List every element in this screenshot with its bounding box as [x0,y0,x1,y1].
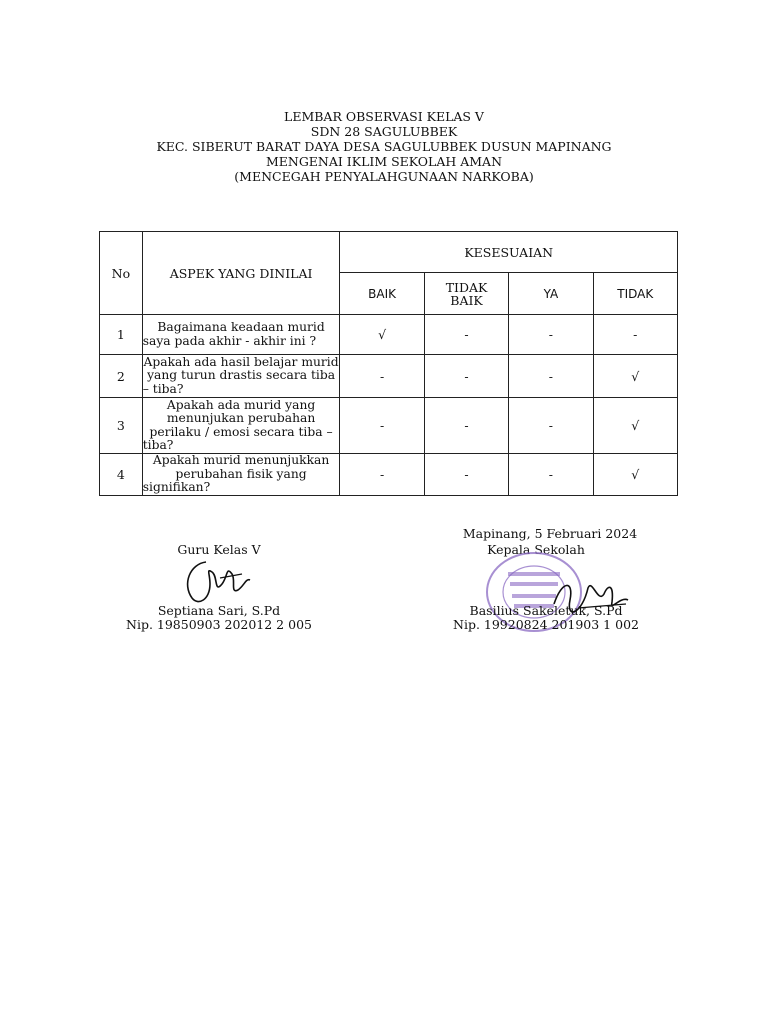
header-line-3: KEC. SIBERUT BARAT DAYA DESA SAGULUBBEK DUSUN MAPINANG [156,139,612,154]
col-header-aspek: ASPEK YANG DINILAI [142,232,340,315]
row-no: 1 [100,315,143,355]
row-no: 2 [100,355,143,398]
col-header-no: No [100,232,143,315]
row-aspek: Apakah ada hasil belajar murid yang turun drastis secara tiba – tiba? [142,354,339,396]
row-ya: - [509,315,593,355]
right-role: Kepala Sekolah [487,542,585,557]
row-tidak-baik: - [424,454,509,496]
observation-table [99,231,678,496]
header-line-5: (MENCEGAH PENYALAHGUNAAN NARKOBA) [234,169,534,184]
row-baik: - [340,454,424,496]
right-nip: Nip. 19920824 201903 1 002 [453,617,639,632]
header-line-4: MENGENAI IKLIM SEKOLAH AMAN [265,154,503,169]
col-header-kesesuaian: KESESUAIAN [340,232,678,273]
right-name: Basilius Sakeletuk, S.Pd [469,603,623,618]
row-ya: - [509,355,593,398]
header-line-1: LEMBAR OBSERVASI KELAS V [284,109,484,124]
row-aspek: Apakah ada murid yang menunjukan perubahan perilaku / emosi secara tiba – tiba? [142,398,340,454]
table-row [100,398,678,454]
row-baik: - [340,355,424,398]
subheader-tidak-baik [424,273,509,315]
subheader-baik: BAIK [340,273,424,315]
table-row [100,454,678,496]
left-name: Septiana Sari, S.Pd [157,603,281,618]
row-no: 3 [100,398,143,454]
row-tidak-baik: - [424,355,509,398]
row-baik: √ [340,315,424,355]
table-row [100,355,678,398]
row-tidak: √ [593,398,678,454]
document-header [0,109,768,184]
row-tidak-baik: - [424,315,509,355]
row-tidak: - [593,315,678,355]
place-date: Mapinang, 5 Februari 2024 [462,526,638,541]
subheader-tidak-baik-line1: TIDAK [445,279,488,295]
row-tidak-baik: - [424,398,509,454]
subheader-ya: YA [509,273,593,315]
row-baik: - [340,398,424,454]
row-ya: - [509,398,593,454]
left-signature-icon [176,554,256,610]
row-tidak: √ [593,355,678,398]
left-role: Guru Kelas V [177,542,261,557]
row-no: 4 [100,454,143,496]
row-tidak: √ [593,454,678,496]
table-row [100,315,678,355]
row-ya: - [509,454,593,496]
subheader-tidak-baik-line2: BAIK [450,292,483,308]
subheader-tidak: TIDAK [593,273,678,315]
row-aspek: Bagaimana keadaan murid saya pada akhir - akhir ini ? [142,315,340,355]
left-nip: Nip. 19850903 202012 2 005 [126,617,312,632]
row-aspek: Apakah murid menunjukkan perubahan fisik yang signifikan? [142,454,340,496]
header-line-2: SDN 28 SAGULUBBEK [310,124,458,139]
